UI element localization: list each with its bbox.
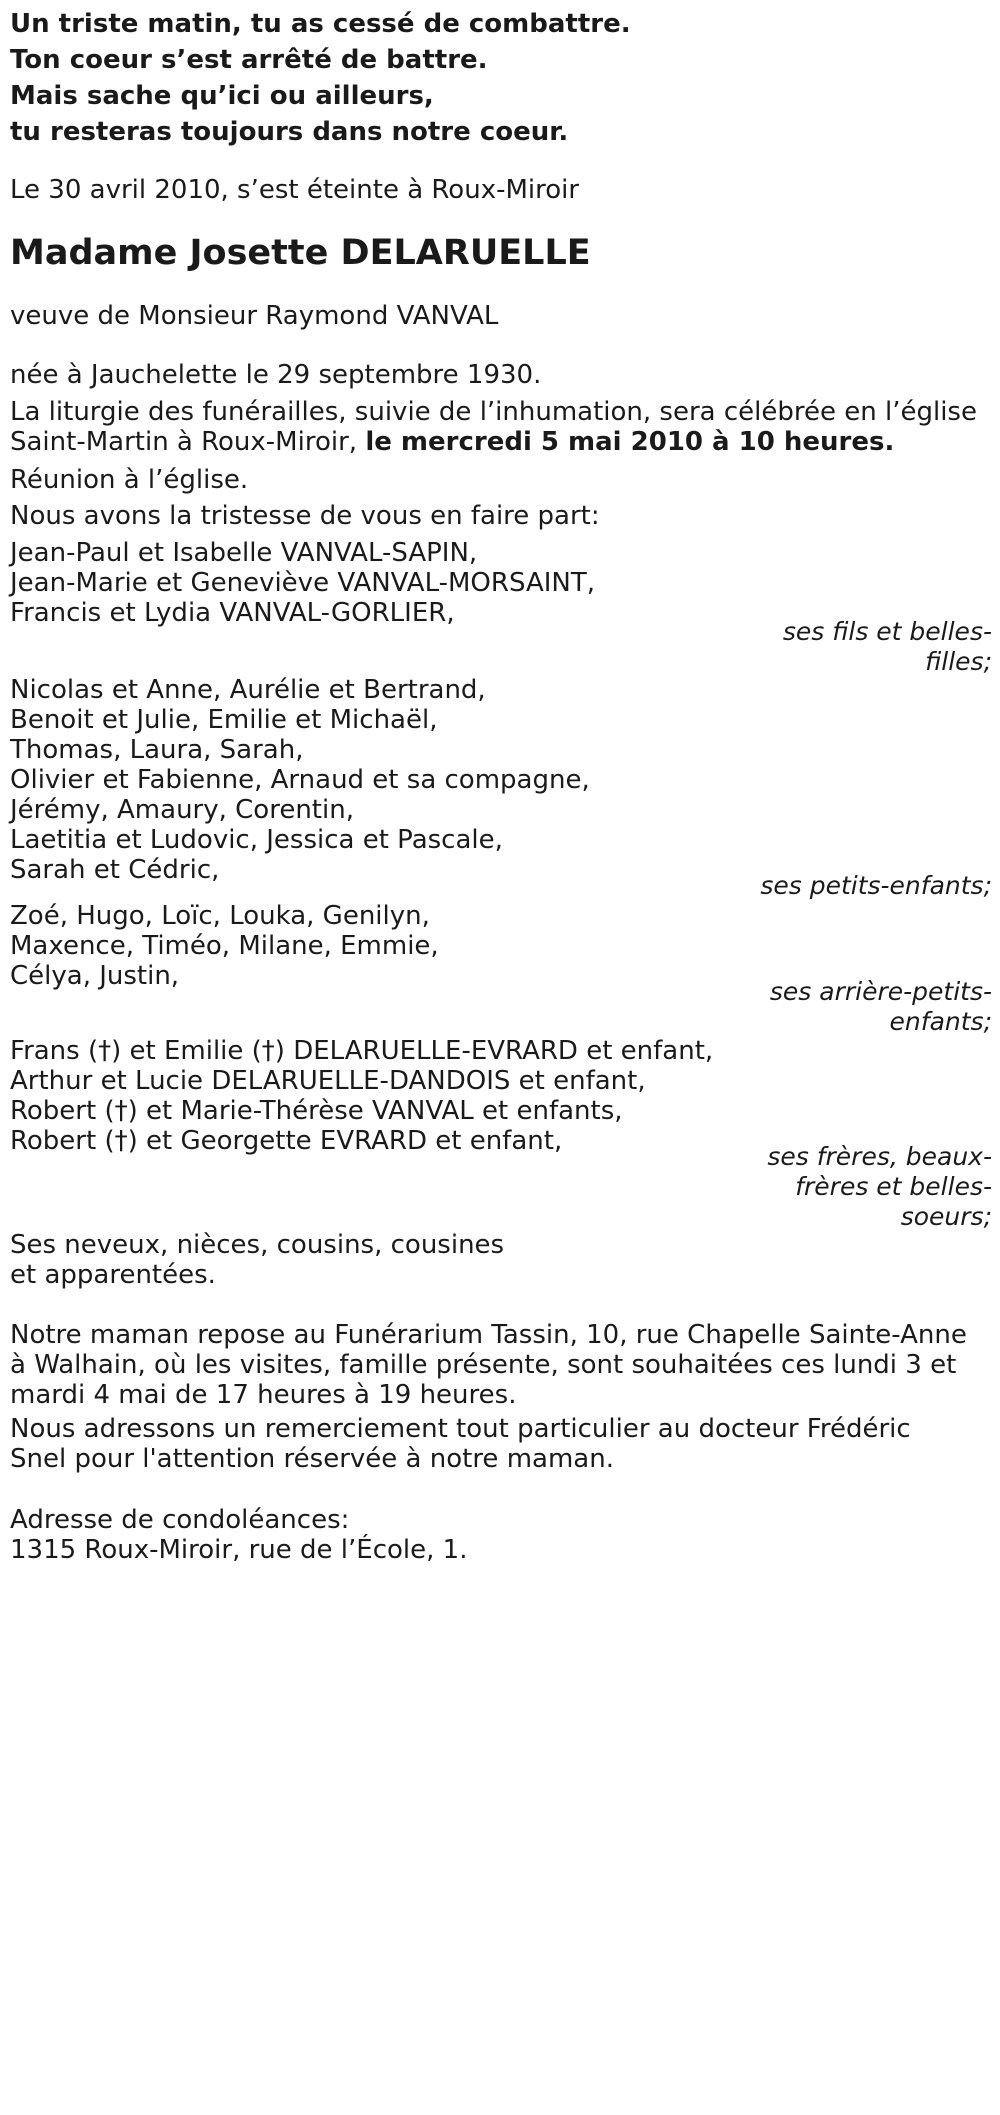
meeting-info: Réunion à l’église. xyxy=(10,465,249,495)
grandchildren-label: ses petits-enfants; xyxy=(760,871,992,900)
liturgy-date: le mercredi 5 mai 2010 à 10 heures. xyxy=(365,427,895,457)
birth-info: née à Jauchelette le 29 septembre 1930. xyxy=(10,360,542,390)
great-grandchildren-label-1: ses arrière-petits- xyxy=(769,977,992,1006)
grandchildren-line-5: Jérémy, Amaury, Corentin, xyxy=(10,795,354,825)
son-line-2: Jean-Marie et Geneviève VANVAL-MORSAINT, xyxy=(10,568,595,598)
sibling-line-3: Robert (†) et Marie-Thérèse VANVAL et enfants, xyxy=(10,1096,623,1126)
grandchildren-line-4: Olivier et Fabienne, Arnaud et sa compagne, xyxy=(10,765,590,795)
great-grandchildren-line-1: Zoé, Hugo, Loïc, Louka, Genilyn, xyxy=(10,901,430,931)
son-line-3: Francis et Lydia VANVAL-GORLIER, xyxy=(10,598,455,628)
funeral-home-line-2: à Walhain, où les visites, famille présente, sont souhaitées ces lundi 3 et xyxy=(10,1350,957,1380)
sons-label-1: ses fils et belles- xyxy=(782,617,992,646)
announcement: Nous avons la tristesse de vous en faire part: xyxy=(10,501,600,531)
poem-line-1: Un triste matin, tu as cessé de combattre. xyxy=(10,9,631,39)
liturgy-line-2 xyxy=(10,422,894,462)
widow-of: veuve de Monsieur Raymond VANVAL xyxy=(10,301,499,331)
sibling-line-4: Robert (†) et Georgette EVRARD et enfant, xyxy=(10,1126,563,1156)
grandchildren-line-3: Thomas, Laura, Sarah, xyxy=(10,735,304,765)
condolences-address: 1315 Roux-Miroir, rue de l’École, 1. xyxy=(10,1535,468,1565)
thanks-line-1: Nous adressons un remerciement tout particulier au docteur Frédéric xyxy=(10,1414,911,1444)
grandchildren-line-2: Benoit et Julie, Emilie et Michaël, xyxy=(10,705,438,735)
siblings-label-2: frères et belles- xyxy=(795,1172,992,1201)
grandchildren-line-1: Nicolas et Anne, Aurélie et Bertrand, xyxy=(10,675,486,705)
grandchildren-line-7: Sarah et Cédric, xyxy=(10,855,220,885)
sons-label-2: filles; xyxy=(925,647,992,676)
great-grandchildren-line-2: Maxence, Timéo, Milane, Emmie, xyxy=(10,931,439,961)
condolences-heading: Adresse de condoléances: xyxy=(10,1505,350,1535)
poem-line-4: tu resteras toujours dans notre coeur. xyxy=(10,117,569,147)
funeral-home-line-1: Notre maman repose au Funérarium Tassin, 10, rue Chapelle Sainte-Anne xyxy=(10,1320,967,1350)
great-grandchildren-line-3: Célya, Justin, xyxy=(10,961,180,991)
son-line-1: Jean-Paul et Isabelle VANVAL-SAPIN, xyxy=(10,538,478,568)
thanks-line-2: Snel pour l'attention réservée à notre maman. xyxy=(10,1444,614,1474)
funeral-home-line-3: mardi 4 mai de 17 heures à 19 heures. xyxy=(10,1380,517,1410)
siblings-label-1: ses frères, beaux- xyxy=(767,1142,992,1171)
liturgy-line-1: La liturgie des funérailles, suivie de l’inhumation, sera célébrée en l’église xyxy=(10,397,977,427)
death-notice: Le 30 avril 2010, s’est éteinte à Roux-Miroir xyxy=(10,175,580,205)
sibling-line-1: Frans (†) et Emilie (†) DELARUELLE-EVRARD et enfant, xyxy=(10,1036,714,1066)
relatives-line-1: Ses neveux, nièces, cousins, cousines xyxy=(10,1230,505,1260)
poem-line-2: Ton coeur s’est arrêté de battre. xyxy=(10,45,488,75)
relatives-line-2: et apparentées. xyxy=(10,1260,216,1290)
deceased-name: Madame Josette DELARUELLE xyxy=(10,233,591,273)
siblings-label-3: soeurs; xyxy=(900,1202,992,1231)
liturgy-location: Saint-Martin à Roux-Miroir, xyxy=(10,427,366,457)
great-grandchildren-label-2: enfants; xyxy=(889,1007,992,1036)
sibling-line-2: Arthur et Lucie DELARUELLE-DANDOIS et enfant, xyxy=(10,1066,646,1096)
grandchildren-line-6: Laetitia et Ludovic, Jessica et Pascale, xyxy=(10,825,503,855)
poem-line-3: Mais sache qu’ici ou ailleurs, xyxy=(10,81,434,111)
